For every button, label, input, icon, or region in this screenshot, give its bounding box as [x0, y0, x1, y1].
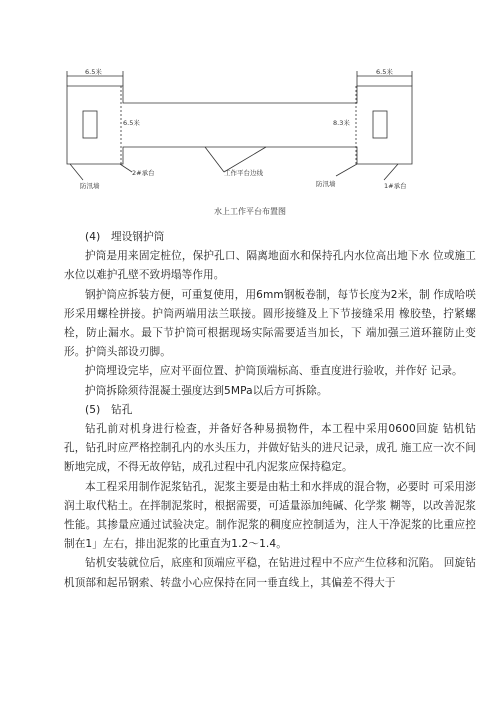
label-platform-2: 2#承台	[132, 169, 155, 177]
paragraph: 护筒埋设完毕，应对平面位置、护筒顶端标高、垂直度进行验收，并作好 记录。	[85, 365, 463, 378]
document-body	[64, 228, 476, 593]
label-platform-1: 1#承台	[384, 182, 407, 190]
paragraph: 钻机安装就位后，底座和顶端应平稳，在钻进过程中不应产生位移和沉陷。 回旋钻机顶部和起吊钢索、转盘小心应保持在同一垂直线上，其偏差不得大于	[64, 557, 476, 589]
label-flood-wall-right: 防汛墙	[316, 180, 336, 188]
paragraph: 钢护筒应拆装方便，可重复使用，用6mm钢板卷制，每节长度为2米，制 作成哈咲形采用螺栓拼接。护筒两端用法兰联接。圆形接缝及上下节接缝采用 橡胶垫，拧紧螺栓，防止漏水。最下节护筒可根据现场实际需要适当加长，下 端加强三道环箍防止变形。护筒头部设刃脚。	[64, 288, 476, 359]
platform-layout-drawing	[0, 0, 500, 235]
label-flood-wall-left: 防汛墙	[80, 182, 100, 190]
dim-width-left: 6.5米	[123, 119, 140, 127]
dim-top-right: 6.5米	[376, 68, 393, 76]
paragraph: 护筒拆除须待混凝土强度达到5MPa以后方可拆除。	[85, 384, 328, 397]
figure-caption: 水上工作平台布置图	[214, 207, 286, 216]
label-platform-edge: 工作平台边线	[224, 169, 263, 177]
paragraph: 钻孔前对机身进行检查，并备好各种易损物件，本工程中采用0600回旋 钻机钻孔，钻孔时应严格控制孔内的水头压力，并做好钻头的进尺记录，成孔 施工应一次不间断地完成，不得无故停钻，成孔过程中孔内泥浆应保持稳定。	[64, 423, 476, 474]
paragraph: 本工程采用制作泥浆钻孔，泥浆主要是由粘土和水拌成的混合物，必要时 可采用澎润土取代粘土。在拌制泥浆时，根据需要，可适量添加纯碱、化学浆 糊等，以改善泥浆性能。其掺量应通过试验决定。制作泥浆的稠度应控制适为，注人干净泥浆的比重应控制在1」左右，排出泥浆的比重直为1.2～1.4。	[64, 480, 476, 551]
dim-width-right: 8.3米	[333, 119, 350, 127]
dim-top-left: 6.5米	[85, 68, 102, 76]
section-heading-drilling: (5) 钻孔	[85, 403, 133, 416]
platform-layout-figure	[0, 0, 500, 235]
section-heading-steel-casing: (4) 埋设钢护筒	[85, 231, 165, 243]
paragraph: 护筒是用来固定桩位，保护孔口、隔离地面水和保持孔内水位高出地下水 位或施工水位以难护孔壁不致坍塌等作用。	[64, 250, 476, 282]
